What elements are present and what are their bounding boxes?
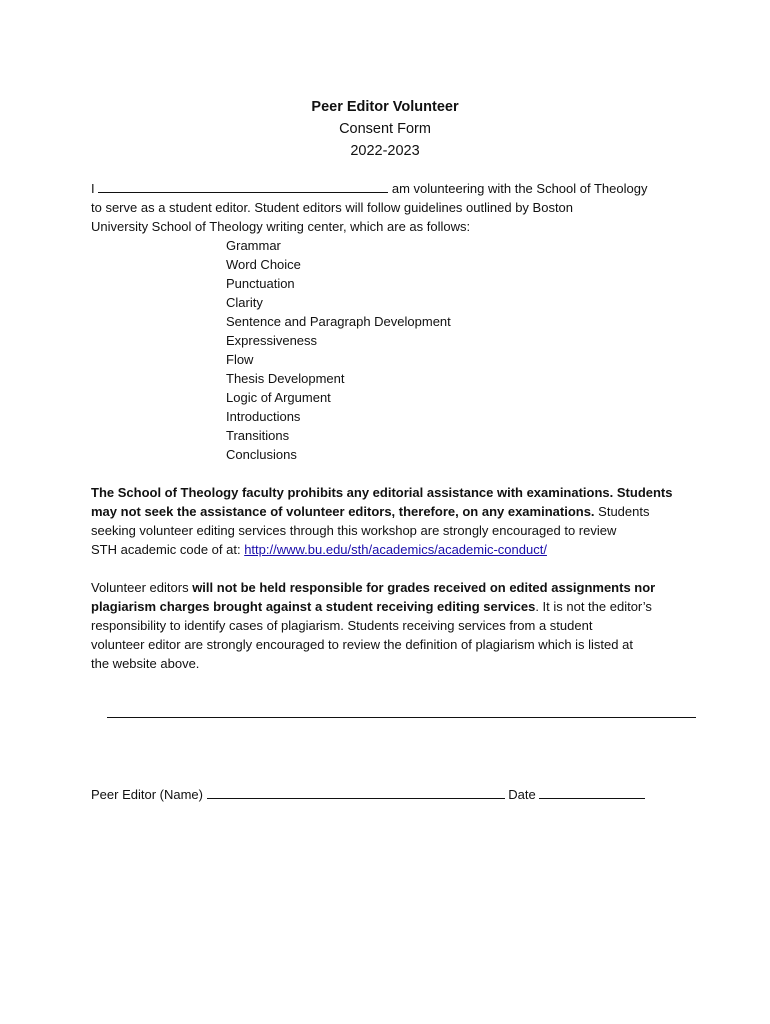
guidelines-list [226,236,451,464]
volunteer-name-blank[interactable] [98,180,388,193]
resp-bold-line2: plagiarism charges brought against a student receiving editing services [91,599,536,614]
policy-paragraph [91,483,691,559]
resp-text-line2: . It is not the editor’s [535,599,652,614]
resp-text-line1: Volunteer editors [91,580,193,595]
academic-conduct-link[interactable]: http://www.bu.edu/sth/academics/academic-conduct/ [244,542,547,557]
intro-line2: to serve as a student editor. Student editors will follow guidelines outlined by Boston [91,200,574,215]
policy-text-line3: seeking volunteer editing services through this workshop are strongly encouraged to review [91,523,617,538]
list-item: Conclusions [226,447,297,462]
form-subtitle: Consent Form [339,121,431,137]
list-item: Sentence and Paragraph Development [226,314,451,329]
list-item: Punctuation [226,276,295,291]
list-item: Transitions [226,428,290,443]
list-item: Expressiveness [226,333,318,348]
list-item: Logic of Argument [226,390,331,405]
resp-text-line3: responsibility to identify cases of plagiarism. Students receiving services from a student [91,618,593,633]
list-item: Thesis Development [226,371,345,386]
form-header [0,96,770,162]
list-item: Word Choice [226,257,301,272]
intro-paragraph [91,179,691,236]
resp-text-line4: volunteer editor are strongly encouraged to review the definition of plagiarism which is listed at [91,637,633,652]
list-item: Introductions [226,409,301,424]
form-year: 2022-2023 [350,143,420,159]
responsibility-paragraph [91,578,691,673]
peer-editor-name-label: Peer Editor (Name) [91,787,203,802]
intro-line3: University School of Theology writing center, which are as follows: [91,219,471,234]
resp-text-line5: the website above. [91,656,200,671]
intro-line1-suffix: am volunteering with the School of Theology [391,181,648,196]
date-label: Date [508,787,536,802]
list-item: Flow [226,352,254,367]
policy-bold-line2: may not seek the assistance of volunteer editors, therefore, on any examinations. [91,504,595,519]
list-item: Clarity [226,295,263,310]
policy-bold-line1: The School of Theology faculty prohibits any editorial assistance with examinations. Students [91,485,673,500]
intro-prefix: I [91,181,95,196]
policy-text-line4: STH academic code of at: [91,542,245,557]
list-item: Grammar [226,238,281,253]
policy-text-line2: Students [594,504,650,519]
peer-editor-name-blank[interactable] [207,786,505,799]
form-title: Peer Editor Volunteer [311,99,459,115]
resp-bold-line1: will not be held responsible for grades received on edited assignments nor [192,580,656,595]
date-blank[interactable] [539,786,645,799]
signature-rule[interactable] [107,717,696,718]
signature-line [91,785,645,804]
